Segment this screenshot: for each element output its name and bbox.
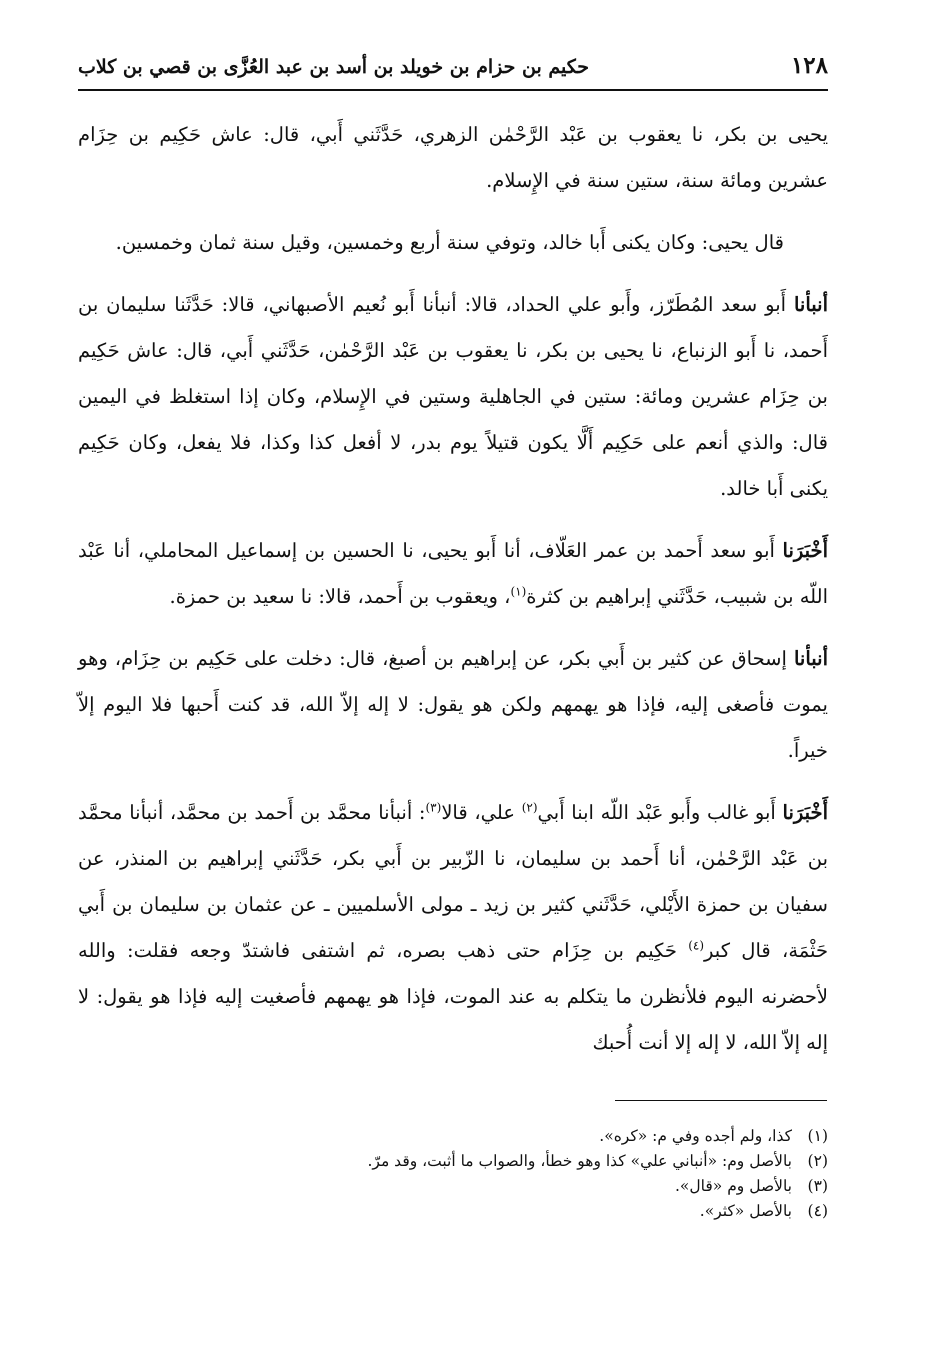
paragraph-text: أَبو سعد أَحمد بن عمر العَلّاف، أنا أَبو يحيى، نا الحسين بن إسماعيل المحاملي، أنا عَبْد اللّه بن شبيب، حَدَّثَني إبراهيم بن كثرة [78,539,828,608]
footnote [78,1199,828,1224]
paragraph-text: ، ويعقوب بن أَحمد، قالا: نا سعيد بن حمزة. [169,585,511,608]
paragraph-text: علي، قالا [441,801,522,824]
footnote-ref: (٤) [688,938,705,953]
footnote-separator [615,1100,827,1101]
paragraph-text: حَكِيم بن حِزَام حتى ذهب بصره، ثم اشتفى فاشتدّ وجعه فقلت: والله لأحضرنه اليوم فلأنظرن ما يتكلم به عند الموت، فإذا هو يهمهم فأصغيت إليه فإذا هو يقول: لا إله إلاّ الله، لا إله إلا أنت أُحبك [78,939,828,1054]
paragraph-lead: أَخْبَرَنا [782,539,828,562]
paragraph [78,282,828,512]
paragraph-lead: أنبأنا [793,293,828,316]
paragraph-text: أَبو غالب وأَبو عَبْد اللّه ابنا أَبي [537,801,783,824]
paragraph [78,220,828,266]
page-number: ١٢٨ [790,52,828,79]
footnote-ref: (٢) [521,800,538,815]
footnote [78,1174,828,1199]
paragraph [78,636,828,774]
page-header [78,50,828,90]
running-title: حكيم بن حزام بن خويلد بن أسد بن عبد العُزَّى بن قصي بن كلاب [78,56,589,78]
footnote-number: (٤) [807,1202,828,1220]
header-rule [78,89,828,91]
footnote-text: بالأصل وم «قال». [675,1177,792,1195]
footnote-number: (٣) [807,1177,828,1195]
footnote [78,1124,828,1149]
paragraph-text: : أنبأنا محمَّد بن أَحمد بن محمَّد، أنبأنا محمَّد بن عَبْد الرَّحْمٰن، أنا أَحمد بن سليمان، نا الزّبير بن أَبي بكر، حَدَّثَني إبراهيم بن المنذر، عن سفيان بن حمزة الأَيْلي، حَدَّثَني كثير بن زيد ـ مولى الأسلميين ـ عن عثمان بن سليمان بن أَبي حَثْمَة، قال كبر [78,801,828,962]
paragraph-lead: أَخْبَرَنا [782,801,828,824]
footnote-ref: (١) [510,584,527,599]
footnotes [78,1124,828,1224]
paragraph [78,790,828,1066]
paragraph-text: يحيى بن بكر، نا يعقوب بن عَبْد الرَّحْمٰن الزهري، حَدَّثَني أَبي، قال: عاش حَكِيم بن حِزَام عشرين ومائة سنة، ستين سنة في الإِسلام. [78,123,828,192]
footnote-number: (٢) [807,1152,828,1170]
paragraph [78,112,828,204]
paragraph-text: قال يحيى: وكان يكنى أَبا خالد، وتوفي سنة أربع وخمسين، وقيل سنة ثمان وخمسين. [115,231,784,254]
paragraph-lead: أنبأنا [793,647,828,670]
main-text [78,112,828,1082]
footnote-text: بالأصل وم: «أنباني علي» كذا وهو خطأ، والصواب ما أثبت، وقد مرّ. [367,1152,792,1170]
footnote-number: (١) [807,1127,828,1145]
footnote-text: بالأصل «كثر». [699,1202,792,1220]
footnote-text: كذا، ولم أجده وفي م: «كره». [599,1127,792,1145]
footnote-ref: (٣) [425,800,442,815]
footnote [78,1149,828,1174]
paragraph [78,528,828,620]
paragraph-text: إسحاق عن كثير بن أَبي بكر، عن إبراهيم بن أصبغ، قال: دخلت على حَكِيم بن حِزَام، وهو يموت فأصغى إليه، فإذا هو يهمهم ولكن هو يقول: لا إله إلاّ الله، قد كنت أَحبها فلا اليوم إلاّ خيراً. [78,647,828,762]
paragraph-text: أَبو سعد المُطَرّز، وأَبو علي الحداد، قالا: أنبأنا أَبو نُعيم الأصبهاني، قالا: حَدَّثَنا سليمان بن أَحمد، نا أَبو الزنباع، نا يحيى بن بكر، نا يعقوب بن عَبْد الرَّحْمٰن، حَدَّثَني أَبي، قال: عاش حَكِيم بن حِزَام عشرين ومائة: ستين في الجاهلية وستين في الإِسلام، وكان إذا استغلظ في اليمين قال: والذي أنعم على حَكِيم أَلَّا يكون قتيلاً يوم بدر، لا أفعل كذا وكذا، فلا يفعل، وكان حَكِيم يكنى أَبا خالد. [78,293,828,500]
